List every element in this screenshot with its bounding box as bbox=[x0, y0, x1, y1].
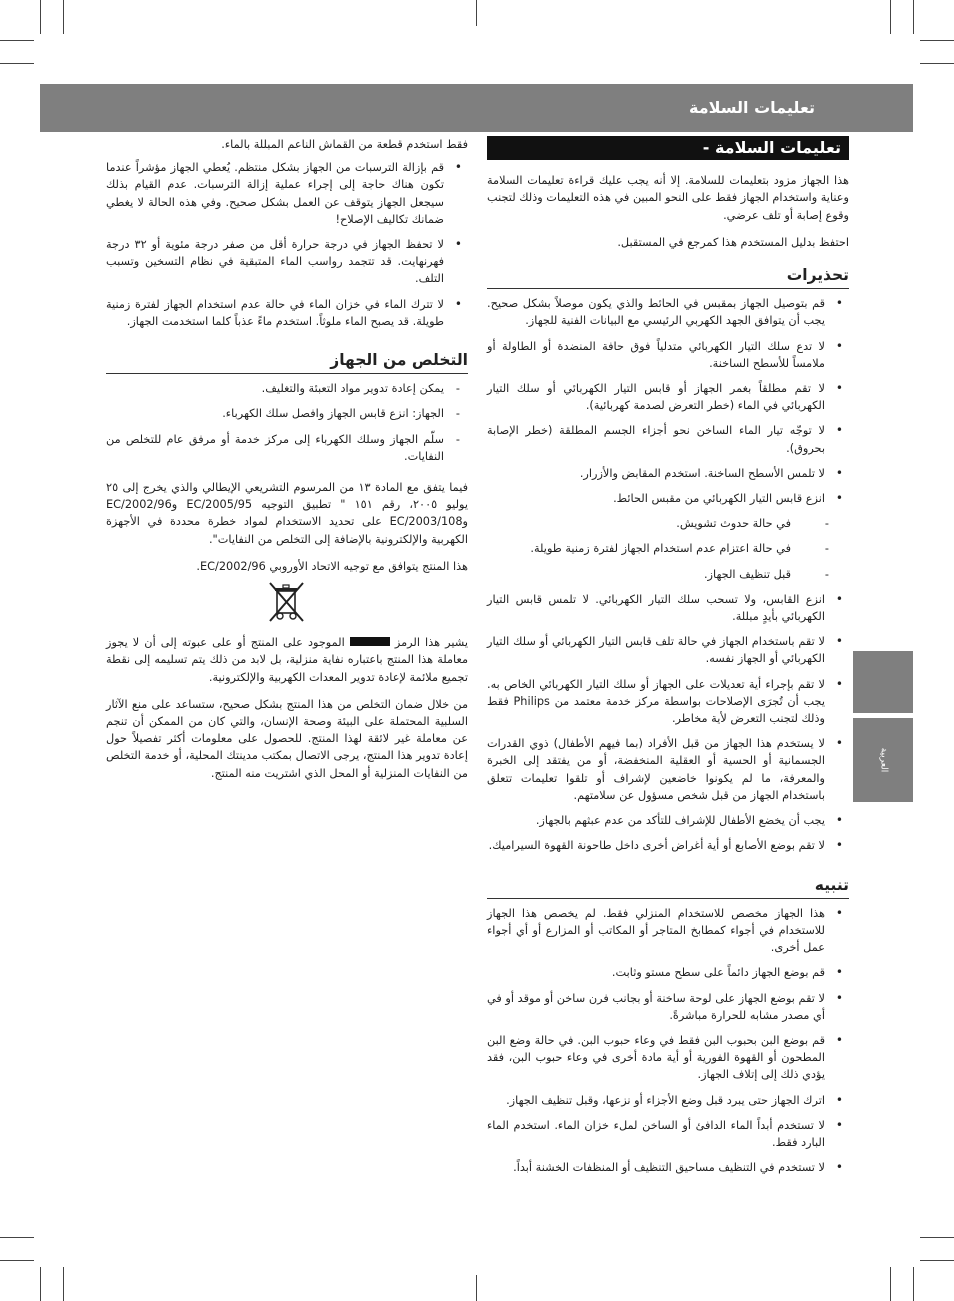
list-item: • لا يستخدم هذا الجهاز من قبل الأفراد (بما فيهم الأطفال) ذوي القدرات الجسمانية أو الحسية أو العقلية المنخفضة، أو من يفتقد إلى الخبرة والمعرفة، ما لم يكونوا خاضعين لإشراف أو تلقوا تعليمات تتعلق باستخدام الجهاز من قبل شخص مسؤول عن سلامتهم. bbox=[487, 735, 849, 804]
side-tab-block bbox=[853, 651, 913, 713]
crop-mark bbox=[40, 0, 41, 34]
symbol-text-post: الموجود على المنتج أو على عبوته إلى أن لا يجوز معاملة هذا المنتج باعتباره نفاية منزلية، بل لابد من ذلك يتم تسليمه إلى نقطة تجميع ملائمة لإعادة تدوير المعدات الكهربية والإلكترونية. bbox=[106, 636, 468, 684]
crop-mark bbox=[890, 0, 891, 34]
section-title: تعليمات السلامة - bbox=[487, 136, 849, 160]
list-item: • لا توجّه تيار الماء الساخن نحو أجزاء الجسم المطلقة (خطر الإصابة بحروق). bbox=[487, 422, 849, 456]
list-item: - الجهاز: انزع قابس الجهاز وافصل سلك الكهرباء. bbox=[106, 405, 468, 422]
crop-mark bbox=[920, 1237, 954, 1238]
crop-mark bbox=[0, 1260, 34, 1261]
crop-mark bbox=[40, 1267, 41, 1301]
list-item: • لا تترك الماء في خزان الماء في حالة عدم استخدام الجهاز لفترة زمنية طويلة. قد يصبح الماء ملوثاً. استخدم ماءً عذباً كلما استخدمت الجهاز. bbox=[106, 296, 468, 330]
care-list bbox=[106, 159, 468, 330]
black-bar-symbol bbox=[350, 637, 390, 646]
directive-paragraph: فيما يتفق مع المادة ١٣ من المرسوم التشريعي الإيطالي والذي يخرج إلى ٢٥ يوليو ٢٠٠٥، رقم ١٥١ " تطبيق التوجيه 2005/95/EC و2002/96/EC و2003/108/EC على تحديد الاستخدام لمواد خطرة محددة في الأجهزة الكهربية والإلكترونية بالإضافة إلى التخلص من النفايات". bbox=[106, 481, 469, 546]
language-tab-label-wrap bbox=[853, 718, 913, 802]
cleaning-line: فقط استخدم قطعة من القماش الناعم المبللة بالماء. bbox=[221, 138, 468, 151]
list-item: • قم بتوصيل الجهاز بمقبس في الحائط والذي يكون موصلاً بشكل صحيح. يجب أن يتوافق الجهد الكهربي الرئيسي مع البيانات الفنية للجهاز. bbox=[487, 295, 849, 329]
list-item: • اترك الجهاز حتى يبرد قبل وضع الأجزاء أو نزعها، وقبل تنظيف الجهاز. bbox=[487, 1092, 849, 1109]
list-item: • لا تحفظ الجهاز في درجة حرارة أقل من صفر درجة مئوية أو ٣٢ درجة فهرنهايت. قد تتجمد رواسب الماء المتبقية في نظام التسخين وتسبب التلف. bbox=[106, 236, 468, 288]
list-subitem: - قبل تنظيف الجهاز. bbox=[487, 566, 849, 583]
crop-mark bbox=[0, 1237, 34, 1238]
keep-manual-paragraph: احتفظ بدليل المستخدم هذا كمرجع في المستقبل. bbox=[617, 235, 849, 249]
list-item: • انزع القابس، ولا تسحب سلك التيار الكهربائي. لا تلمس قابس التيار الكهربائي بأيدٍ مبللة. bbox=[487, 591, 849, 625]
crop-mark bbox=[476, 1275, 477, 1301]
right-column bbox=[487, 136, 849, 1184]
page-title: تعليمات السلامة bbox=[688, 98, 815, 117]
left-column bbox=[106, 136, 468, 792]
list-item: • لا تستخدم في التنظيف مساحيق التنظيف أو المنظفات الخشنة أبداً. bbox=[487, 1159, 849, 1176]
list-item: • لا تقم باستخدام الجهاز في حالة تلف قابس التيار الكهربائي أو سلك التيار الكهربائي أو الجهاز نفسه. bbox=[487, 633, 849, 667]
list-subitem: - في حالة اعتزام عدم استخدام الجهاز لفترة زمنية طويلة. bbox=[487, 540, 849, 557]
conformity-line: هذا المنتج يتوافق مع توجيه الاتحاد الأوروبي 2002/96/EC. bbox=[196, 559, 468, 573]
weee-bin-icon-wrap bbox=[106, 579, 468, 628]
crop-mark bbox=[920, 63, 954, 64]
list-item: • يجب أن يخضع الأطفال للإشراف للتأكد من عدم عبثهم بالجهاز. bbox=[487, 812, 849, 829]
list-item: • لا تلمس الأسطح الساخنة. استخدم المقابض والأزرار. bbox=[487, 465, 849, 482]
warnings-list bbox=[487, 295, 849, 854]
language-tab-label: العربية bbox=[877, 747, 888, 773]
closing-paragraph: من خلال ضمان التخلص من هذا المنتج بشكل صحيح، ستساعد على منع الآثار السلبية المحتملة على البيئة وصحة الإنسان، والتي كان من الممكن أن تنجم عن معاملة غير لائقة لهذا المنتج. للحصول على معلومات أكثر تفصيلاً حول إعادة تدوير هذا المنتج، يرجى الاتصال بمكتب مدينتك المحلية، أو خدمة التخلص من النفايات المنزلية أو المحل الذي اشتريت منه المنتج. bbox=[106, 697, 468, 780]
list-item: • قم بوضع الجهاز دائماً على سطح مستو وثابت. bbox=[487, 964, 849, 981]
caution-heading: تنبيه bbox=[487, 877, 849, 899]
symbol-text-pre: يشير هذا الرمز bbox=[394, 636, 469, 650]
crop-mark bbox=[920, 1260, 954, 1261]
list-item: • لا تدع سلك التيار الكهربائي متدلياً فوق حافة المنضدة أو الطاولة أو ملامساً للأسطح الساخنة. bbox=[487, 338, 849, 372]
warnings-heading: تحذيرات bbox=[487, 267, 849, 289]
list-item: • هذا الجهاز مخصص للاستخدام المنزلي فقط. لم يخصص هذا الجهاز للاستخدام في أجواء كمطابخ المتاجر أو المكاتب أو المزارع أو أي أجواء عمل أخرى. bbox=[487, 905, 849, 957]
crop-mark bbox=[0, 63, 34, 64]
disposal-heading: التخلص من الجهاز bbox=[106, 352, 468, 374]
list-item: - يمكن إعادة تدوير مواد التعبئة والتغليف. bbox=[106, 380, 468, 397]
disposal-list bbox=[106, 380, 468, 465]
list-item: • لا تستخدم أبداً الماء الدافئ أو الساخن لملء خزان الماء. استخدم الماء البارد فقط. bbox=[487, 1117, 849, 1151]
crop-mark bbox=[913, 0, 914, 34]
symbol-paragraph bbox=[106, 634, 468, 686]
list-item: - سلّم الجهاز وسلك الكهرباء إلى مركز خدمة أو مرفق عام للتخلص من النفايات. bbox=[106, 431, 468, 465]
crop-mark bbox=[63, 0, 64, 34]
crop-mark bbox=[63, 1267, 64, 1301]
list-item: • لا تقم بوضع الجهاز على لوحة ساخنة أو بجانب فرن ساخن أو موقد أو في أي مصدر مشابه للحرارة مباشرةً. bbox=[487, 990, 849, 1024]
list-item: • لا تقم بوضع الأصابع أو أية أغراض أخرى داخل طاحونة القهوة السيراميك. bbox=[487, 837, 849, 854]
crop-mark bbox=[890, 1267, 891, 1301]
list-item: • انزع قابس التيار الكهربائي من مقبس الحائط. bbox=[487, 490, 849, 507]
list-item: • قم بإزالة الترسبات من الجهاز بشكل منتظم. يُعطي الجهاز مؤشراً عندما تكون هناك حاجة إلى إجراء عملية إزالة الترسبات. عدم القيام بذلك سيجعل الجهاز يتوقف عن العمل بشكل صحيح. وفي هذه الحالة لا يغطي ضمانك تكاليف الإصلاح! bbox=[106, 159, 468, 228]
header-band bbox=[40, 84, 913, 132]
intro-paragraph: هذا الجهاز مزود بتعليمات للسلامة. إلا أنه يجب عليك قراءة تعليمات السلامة وعناية واستخدام الجهاز فقط على النحو المبين في هذه التعليمات وذلك لتجنب وقوع إصابة أو تلف عرضي. bbox=[487, 174, 849, 222]
list-item: • لا تقم بإجراء أية تعديلات على الجهاز أو سلك التيار الكهربائي الخاص به. يجب أن تُجرَى الإصلاحات بواسطة مركز خدمة معتمد من Philips فقط وذلك لتجنب التعرض لأية مخاطر. bbox=[487, 676, 849, 728]
list-item: • قم بوضع البن بحبوب البن فقط في وعاء حبوب البن. في حالة وضع البن المطحون أو القهوة الفورية أو أية مادة أخرى في وعاء حبوب البن، فقد يؤدي ذلك إلى إتلاف الجهاز. bbox=[487, 1032, 849, 1084]
crop-mark bbox=[920, 40, 954, 41]
caution-list bbox=[487, 905, 849, 1177]
list-subitem: - في حالة حدوث تشويش. bbox=[487, 515, 849, 532]
crop-mark bbox=[0, 40, 34, 41]
crossed-out-wheelie-bin-icon bbox=[267, 579, 307, 623]
crop-mark bbox=[476, 0, 477, 26]
list-item: • لا تقم مطلقاً بغمر الجهاز أو قابس التيار الكهربائي أو سلك التيار الكهربائي في الماء (خطر التعرض لصدمة كهربائية). bbox=[487, 380, 849, 414]
crop-mark bbox=[913, 1267, 914, 1301]
